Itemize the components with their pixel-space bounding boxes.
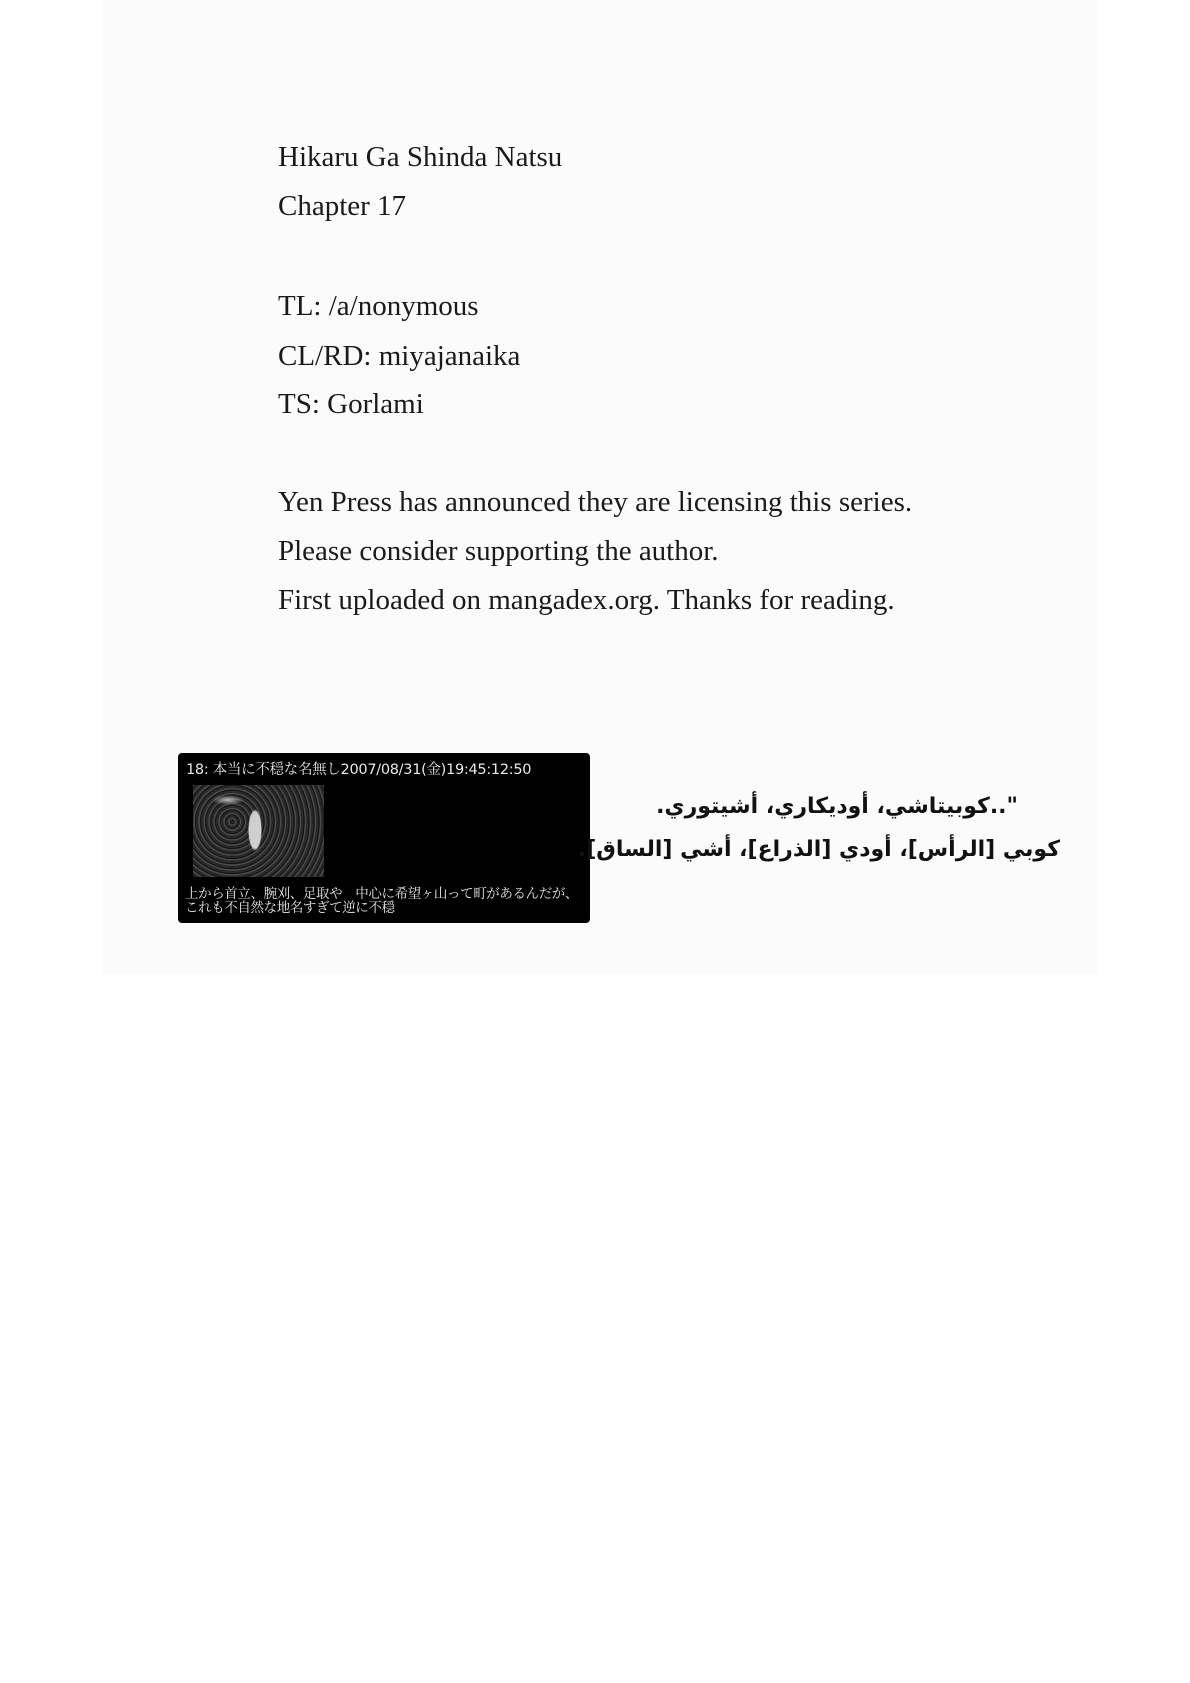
post-header: 18: 本当に不穏な名無し2007/08/31(金)19:45:12:50 bbox=[186, 762, 532, 778]
translation-line-2: كوبي [الرأس]، أودي [الذراع]، أشي [الساق]. bbox=[577, 837, 1060, 862]
translator-credit: TL: /a/nonymous bbox=[278, 290, 479, 322]
upload-notice: First uploaded on mangadex.org. Thanks for reading. bbox=[278, 584, 895, 616]
cleaner-redrawer-credit: CL/RD: miyajanaika bbox=[278, 340, 521, 372]
translation-line-1: "..كوبيتاشي، أوديكاري، أشيتوري. bbox=[656, 794, 1018, 819]
series-title: Hikaru Ga Shinda Natsu bbox=[278, 141, 563, 173]
support-notice: Please consider supporting the author. bbox=[278, 535, 719, 567]
typesetter-credit: TS: Gorlami bbox=[278, 388, 424, 420]
post-body-line: 上から首立、腕刈、足取や 中心に希望ヶ山って町があるんだが、 bbox=[185, 886, 578, 902]
forum-post-box bbox=[178, 753, 590, 923]
chapter-number: Chapter 17 bbox=[278, 190, 407, 222]
aerial-photo bbox=[193, 785, 324, 877]
license-notice: Yen Press has announced they are licensing this series. bbox=[278, 486, 913, 518]
post-body-line: これも不自然な地名すぎて逆に不穏 bbox=[185, 900, 395, 916]
post-body bbox=[185, 887, 578, 915]
